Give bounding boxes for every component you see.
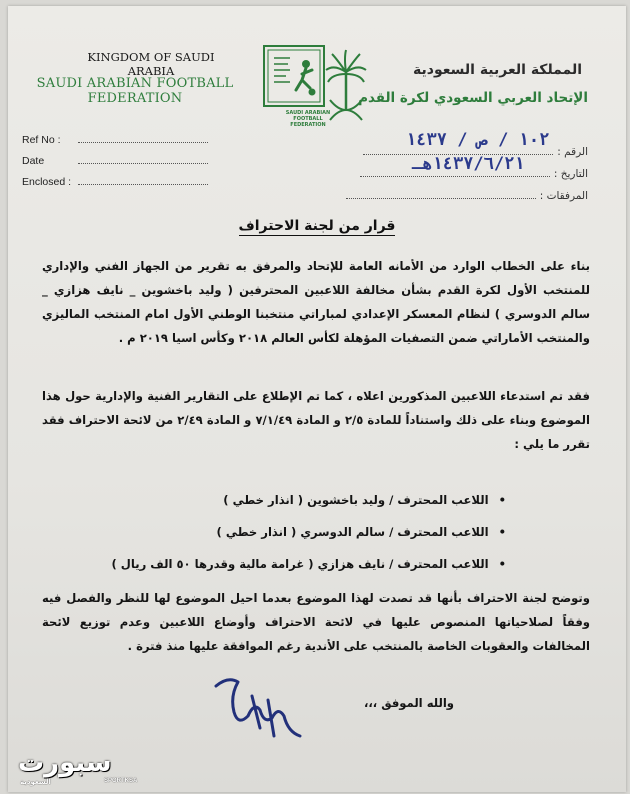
paragraph-2-text: فقد تم استدعاء اللاعبين المذكورين اعلاه ، كما تم الإطلاع على التقارير الفنية والإدارية حول هذا الموضوع وبناء على ذلك واستناداً للمادة ٢/٥ و المادة ٧/١/٤٩ و المادة ٢/٤٩ من لائحة الاحتراف فقد تقرر ما يلي : — [42, 389, 590, 451]
decision-item: • اللاعب المحترف / سالم الدوسري ( انذار خطي ) — [111, 516, 506, 548]
ref-no-field — [22, 132, 208, 146]
enclosed-field — [22, 174, 208, 188]
logo-caption: SAUDI ARABIAN FOOTBALL FEDERATION — [285, 110, 331, 128]
ar-enclosures-label: المرفقات : — [539, 190, 588, 202]
paragraph-1-text: بناء على الخطاب الوارد من الأمانه العامة للإتحاد والمرفق به تقرير من الجهاز الفني والإداري للمنتخب الأول لكرة القدم بشأن مخالفة اللاعبين المحترفين ( وليد باخشوين _ نايف هزازي _ سالم الدوسري ) لنظام المعسكر الإعدادي لمباراتي منتخبنا الوطني الأول امام المنتخب الماليزي والمنتخب الأماراتي ضمن التصفيات المؤهلة لكأس العالم ٢٠١٨ وكأس اسيا ٢٠١٩ م . — [42, 259, 590, 345]
closing-phrase: والله الموفق ،،، — [364, 696, 454, 710]
paragraph-2 — [42, 384, 590, 456]
ar-date-value: ١٤٣٧/٦/٢١هـ — [412, 154, 525, 174]
document-sheet — [8, 6, 626, 792]
ar-number-value: ١٠٢ / ص / ١٤٣٧ — [406, 130, 550, 150]
decision-item: • اللاعب المحترف / نايف هزازي ( غرامة مالية وقدرها ٥٠ الف ريال ) — [111, 548, 506, 580]
enclosed-label: Enclosed : — [22, 176, 72, 188]
paragraph-3-text: وتوضح لجنة الاحتراف بأنها قد تصدت لهذا الموضوع بعدما احيل الموضوع لها للنظر والفصل فيه وفقاً لصلاحياتها المنصوص عليها في لائحة الاحتراف وأوضاع اللاعبين وعدم توزيع لائحة المخالفات والعقوبات الخاصة بالمنتخب على الأندية رغم الموافقة عليها منذ فترة . — [42, 591, 590, 653]
decision-item: • اللاعب المحترف / وليد باخشوين ( انذار خطي ) — [111, 484, 506, 516]
date-field — [22, 153, 208, 167]
document-title-text: قرار من لجنة الاحتراف — [238, 218, 396, 234]
header-ar-federation: الإتحاد العربي السعودي لكرة القدم — [358, 90, 588, 106]
date-label: Date — [22, 155, 45, 167]
watermark-brand: سبورت — [18, 748, 112, 778]
ref-no-label: Ref No : — [22, 134, 61, 146]
header-en-kingdom: KINGDOM OF SAUDI ARABIA — [87, 50, 215, 78]
watermark-sub-ar: السعودية — [20, 778, 51, 786]
header-ar-kingdom: المملكة العربية السعودية — [413, 62, 582, 78]
watermark-sub-en: SPORTKSA — [104, 778, 138, 784]
signature-icon — [208, 666, 318, 746]
watermark-logo — [8, 748, 148, 792]
paragraph-1 — [42, 254, 590, 350]
document-title — [8, 218, 626, 234]
paragraph-3 — [42, 586, 590, 658]
header-en-federation: SAUDI ARABIAN FOOTBALL FEDERATION — [36, 76, 234, 106]
decisions-list — [111, 484, 506, 580]
ar-date-label: التاريخ : — [553, 168, 588, 180]
ar-number-label: الرقم : — [557, 146, 588, 158]
ar-enclosures-field — [346, 188, 588, 202]
